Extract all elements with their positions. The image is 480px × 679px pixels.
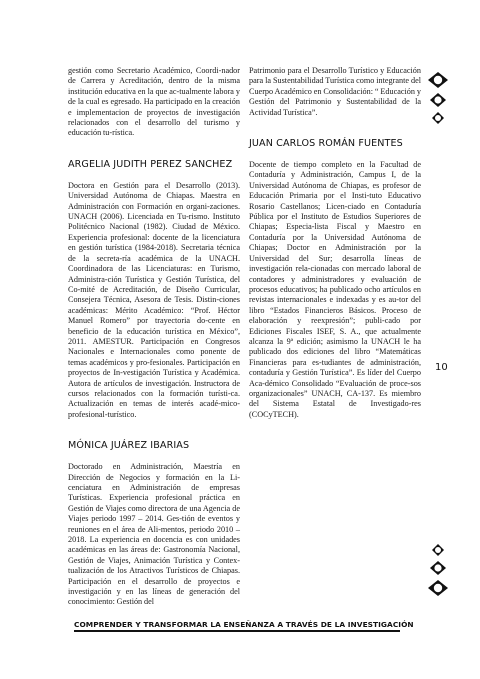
- author-name-juarez: MÓNICA JUÁREZ IBARIAS: [68, 440, 190, 452]
- diamond-ornament-icon: [428, 72, 448, 88]
- footer-rule: [74, 630, 400, 632]
- top-ornament-group: [428, 72, 448, 129]
- diamond-ornament-icon: [428, 544, 448, 556]
- page-number: 10: [435, 362, 448, 373]
- bottom-ornament-group: [428, 544, 448, 601]
- diamond-ornament-icon: [428, 93, 448, 107]
- diamond-ornament-icon: [428, 580, 448, 596]
- right-intro-paragraph: Patrimonio para el Desarrollo Turístico y Educación para la Sustentabilidad Turística como integrante del Cuerpo Académico en Consolidación: “ Educación y Gestión del Patrimonio y Sustentabilidad de la Actividad Turística”.: [249, 66, 421, 117]
- right-column: [249, 66, 421, 420]
- left-intro-paragraph: gestión como Secretario Académico, Coordi-nador de Carrera y Acreditación, dentro de la misma institución educativa en la que ac-tualmente labora y de la cual es egresado. Ha participado en la creación e implementacion de proyectos de investigación relacionados con el desarrollo del turismo y educación tu-rística.: [68, 66, 240, 138]
- diamond-ornament-icon: [428, 112, 448, 124]
- author-bio-roman: Docente de tiempo completo en la Facultad de Contaduría y Administración, Campus I, de la Universidad Autónoma de Chiapas, es profesor de Educación Primaria por el Insti-tuto Educativo Rosario Castellanos; Licen-ciado en Contaduría Pública por el Instituto de Estudios Superiores de Chiapas; Especia-lista Fiscal y Maestro en Contaduría por la Universidad Autónoma de Chiapas; Doctor en Administración por la Universidad del Sur; desarrolla líneas de investigación rela-cionadas con mercado laboral de contadores y administradores y evaluación de procesos educativos; ha publicado ocho artículos en revistas internacionales e indexadas y es au-tor del libro “Estados Financieros Básicos. Proceso de elaboración y reexpresión”; publi-cado por Ediciones Fiscales ISEF, S. A., que actualmente alcanza la 9ª edición; asimismo la UNACH le ha publicado dos ediciones del libro “Matemáticas Financieras para es-tudiantes de administración, contaduría y Gestión Turística”. Es líder del Cuerpo Aca-démico Consolidado “Evaluación de proce-sos organizacionales” UNACH, CA-137. Es miembro del Sistema Estatal de Investigado-res (COCyTECH).: [249, 160, 421, 419]
- running-footer: COMPRENDER Y TRANSFORMAR LA ENSEÑANZA A TRAVÉS DE LA INVESTIGACIÓN: [74, 620, 414, 629]
- author-name-roman: JUAN CARLOS ROMÁN FUENTES: [249, 138, 403, 150]
- author-bio-perez: Doctora en Gestión para el Desarrollo (2013). Universidad Autónoma de Chiapas. Maestra en Administración con Formación en organi-zaciones. UNACH (2006). Licenciada en Tu-rismo. Instituto Politécnico Nacional (1982). Ciudad de México. Experiencia profesional: docente de la licenciatura en gestión turística (1984-2018). Secretaria técnica de la secreta-ría académica de la UNACH. Coordinadora de las Licenciaturas: en Turismo, Administra-ción Turística y Gestión Turística, del Co-mité de Acreditación, de Diseño Curricular, Consejera Técnica, Asesora de Tesis. Distin-ciones académicas: Mérito Académico: “Prof. Héctor Manuel Romero” por trayectoria do-cente en beneficio de la educación turística en México”, 2011. AMESTUR. Participación en Congresos Nacionales e Internacionales como ponente de temas académicos y pro-fesionales. Participación en proyectos de In-vestigación Turística y Académica. Autora de artículos de investigación. Instructora de cursos relacionados con la formación turísti-ca. Actualización en temas de interés acadé-mico-profesional-turístico.: [68, 180, 240, 419]
- diamond-ornament-icon: [428, 561, 448, 575]
- left-column: [68, 66, 240, 608]
- author-bio-juarez: Doctorado en Administración, Maestría en Dirección de Negocios y formación en la Li-cenciatura en Administración de empresas Turísticas. Experiencia profesional práctica en Gestión de Viajes como directora de una Agencia de Viajes periodo 1997 – 2014. Ges-tión de eventos y reuniones en el área de Ali-mentos, periodo 2010 – 2018. La experiencia en docencia es con unidades académicas en las áreas de: Gastronomía Nacional, Gestión de Viajes, Animación Turística y Contex-tualización de los Atractivos Turísticos de Chiapas. Participación en el desarrollo de proyectos e investigación y en las líneas de generación del conocimiento: Gestión del: [68, 462, 240, 607]
- author-name-perez: ARGELIA JUDITH PEREZ SANCHEZ: [68, 158, 233, 170]
